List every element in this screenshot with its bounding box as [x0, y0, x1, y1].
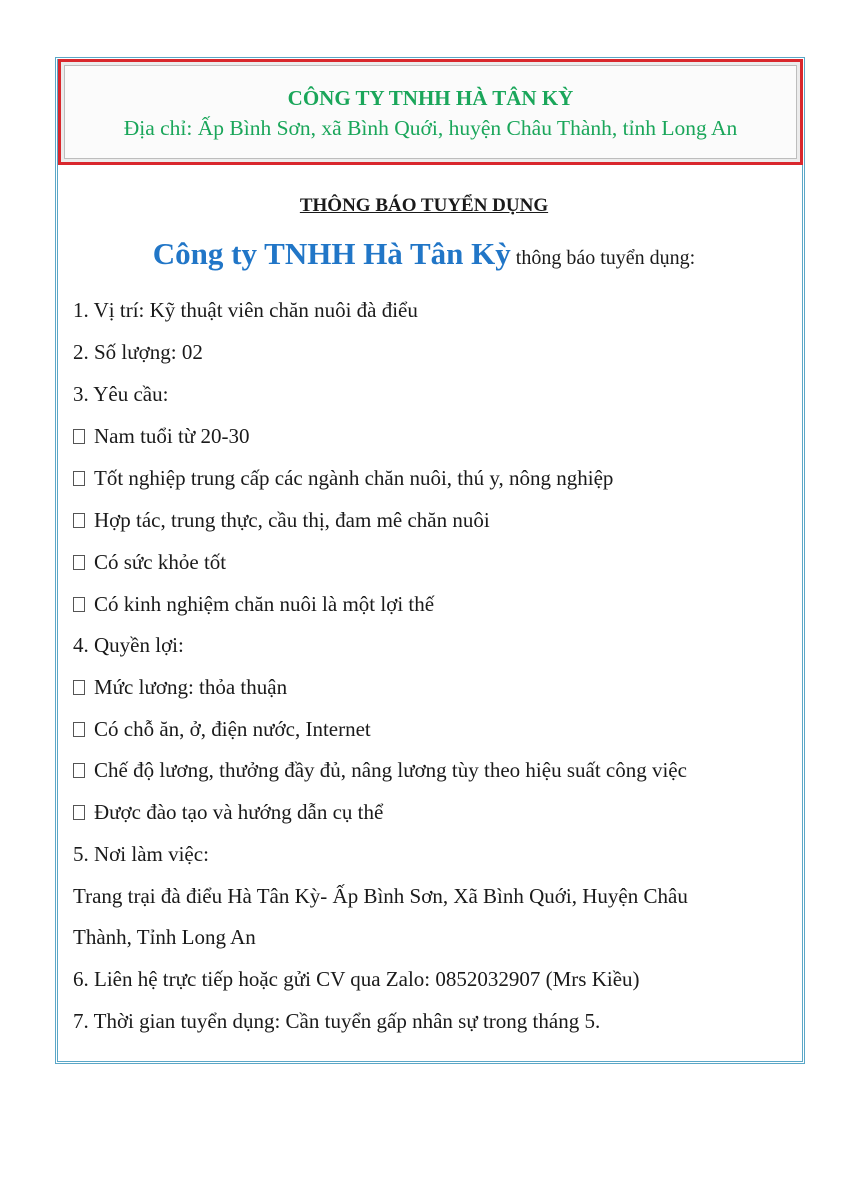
recruitment-time-line: 7. Thời gian tuyển dụng: Cần tuyển gấp nhân sự trong tháng 5.: [73, 1009, 601, 1033]
requirement-item: Có kinh nghiệm chăn nuôi là một lợi thế: [73, 591, 434, 617]
requirement-item: Tốt nghiệp trung cấp các ngành chăn nuôi, thú y, nông nghiệp: [73, 465, 613, 491]
contact-line: 6. Liên hệ trực tiếp hoặc gửi CV qua Zalo: 0852032907 (Mrs Kiều): [73, 967, 640, 991]
benefit-item: Có chỗ ăn, ở, điện nước, Internet: [73, 716, 371, 742]
workplace-address-line: Thành, Tỉnh Long An: [73, 925, 256, 949]
requirement-item: Hợp tác, trung thực, cầu thị, đam mê chăn nuôi: [73, 507, 490, 533]
bullet-box-icon: [73, 722, 85, 737]
benefit-item: Mức lương: thỏa thuận: [73, 674, 287, 700]
company-header: [58, 59, 803, 165]
quantity-line: 2. Số lượng: 02: [73, 340, 203, 364]
requirement-item: Có sức khỏe tốt: [73, 549, 226, 575]
intro-company-name: Công ty TNHH Hà Tân Kỳ: [152, 236, 511, 271]
benefits-heading: 4. Quyền lợi:: [73, 633, 184, 657]
benefit-item: Chế độ lương, thưởng đầy đủ, nâng lương tùy theo hiệu suất công việc: [73, 757, 687, 783]
bullet-box-icon: [73, 680, 85, 695]
bullet-box-icon: [73, 555, 85, 570]
benefit-item: Được đào tạo và hướng dẫn cụ thể: [73, 799, 383, 825]
bullet-box-icon: [73, 805, 85, 820]
bullet-box-icon: [73, 429, 85, 444]
intro-line: [0, 236, 848, 272]
position-line: 1. Vị trí: Kỹ thuật viên chăn nuôi đà điểu: [73, 298, 418, 322]
workplace-heading: 5. Nơi làm việc:: [73, 842, 209, 866]
notice-title: THÔNG BÁO TUYỂN DỤNG: [299, 195, 549, 216]
requirements-heading: 3. Yêu cầu:: [73, 382, 169, 406]
company-address: Địa chỉ: Ấp Bình Sơn, xã Bình Quới, huyện Châu Thành, tỉnh Long An: [123, 116, 738, 140]
requirement-item: Nam tuổi từ 20-30: [73, 423, 249, 449]
workplace-address-line: Trang trại đà điểu Hà Tân Kỳ- Ấp Bình Sơn, Xã Bình Quới, Huyện Châu: [73, 884, 688, 908]
bullet-box-icon: [73, 597, 85, 612]
bullet-box-icon: [73, 513, 85, 528]
bullet-box-icon: [73, 763, 85, 778]
intro-text: thông báo tuyển dụng:: [510, 247, 696, 269]
bullet-box-icon: [73, 471, 85, 486]
company-name: CÔNG TY TNHH HÀ TÂN KỲ: [287, 86, 574, 110]
